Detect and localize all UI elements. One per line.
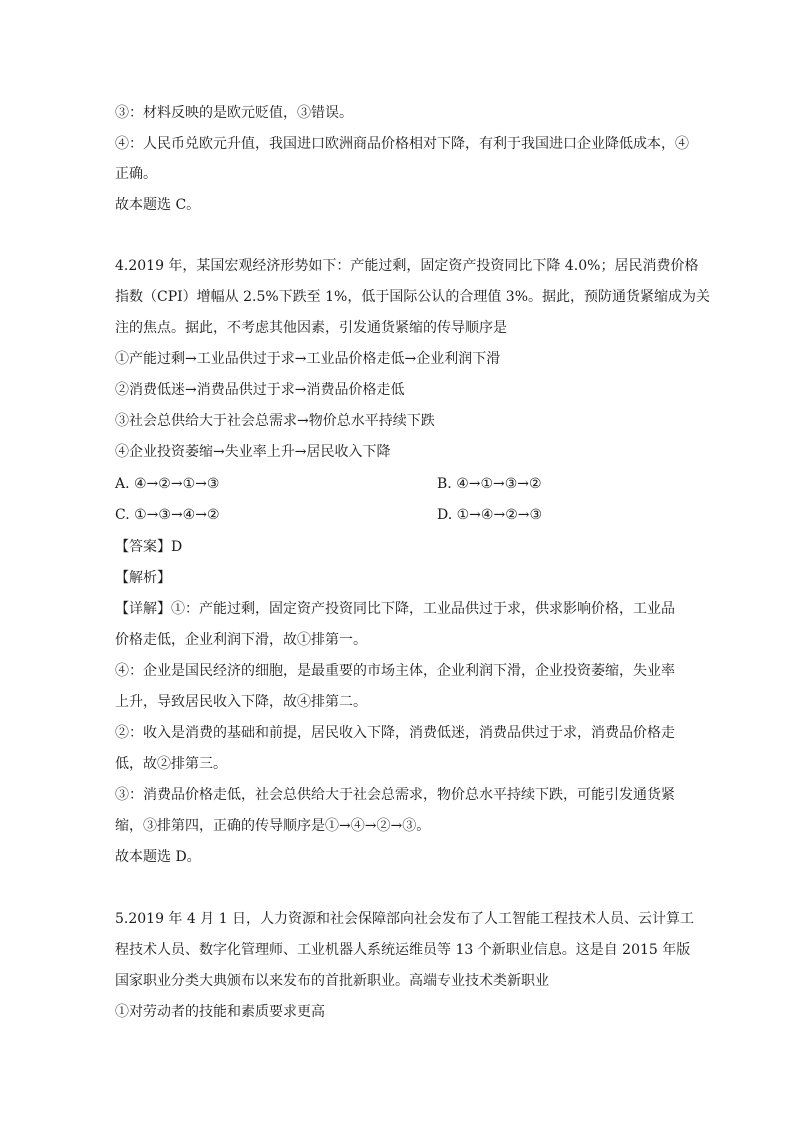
q5-stem-line-2: 程技术人员、数字化管理师、工业机器人系统运维员等 13 个新职业信息。这是自 2015 年版 [115,942,691,958]
q4-detail-1-line-2: 价格走低，企业利润下滑，故①排第一。 [115,632,367,648]
q4-analysis-heading: 【解析】 [115,570,171,586]
q4-detail-1-line-1: 【详解】①：产能过剩，固定资产投资同比下降，工业品供过于求，供求影响价格，工业品 [115,601,675,617]
q4-answer: 【答案】D [115,539,183,555]
q4-stem-line-3: 注的焦点。据此，不考虑其他因素，引发通货紧缩的传导顺序是 [115,320,507,336]
q5-statement-1: ①对劳动者的技能和素质要求更高 [115,1004,325,1020]
q4-conclusion: 故本题选 D。 [115,849,201,865]
q4-detail-3-line-1: ②：收入是消费的基础和前提，居民收入下降，消费低迷，消费品供过于求，消费品价格走 [115,725,675,741]
q4-option-b: B. ④→①→③→② [437,476,542,492]
q4-detail-2-line-2: 上升，导致居民收入下降，故④排第二。 [115,694,367,710]
prev-item-4-line-1: ④：人民币兑欧元升值，我国进口欧洲商品价格相对下降，有利于我国进口企业降低成本，④ [115,136,689,152]
q4-detail-4-line-1: ③：消费品价格走低，社会总供给大于社会总需求，物价总水平持续下跌，可能引发通货紧 [115,787,675,803]
q4-stem-line-2: 指数（CPI）增幅从 2.5%下跌至 1%，低于国际公认的合理值 3%。据此，预防通货紧缩成为关 [115,289,710,305]
prev-conclusion: 故本题选 C。 [115,197,201,213]
q5-stem-line-1: 5.2019 年 4 月 1 日，人力资源和社会保障部向社会发布了人工智能工程技术人员、云计算工 [115,911,695,927]
prev-item-3: ③：材料反映的是欧元贬值，③错误。 [115,105,353,121]
q4-option-a: A. ④→②→①→③ [115,476,220,492]
q4-statement-1: ①产能过剩→工业品供过于求→工业品价格走低→企业利润下滑 [115,351,501,367]
q4-detail-3-line-2: 低，故②排第三。 [115,756,227,772]
prev-item-4-line-2: 正确。 [115,166,157,182]
q4-statement-2: ②消费低迷→消费品供过于求→消费品价格走低 [115,382,405,398]
q4-option-d: D. ①→④→②→③ [437,507,543,523]
q4-option-c: C. ①→③→④→② [115,507,220,523]
q4-detail-4-line-2: 缩，③排第四，正确的传导顺序是①→④→②→③。 [115,818,431,834]
q5-stem-line-3: 国家职业分类大典颁布以来发布的首批新职业。高端专业技术类新职业 [115,973,549,989]
q4-stem-line-1: 4.2019 年，某国宏观经济形势如下：产能过剩，固定资产投资同比下降 4.0%；居民消费价格 [115,258,699,274]
q4-statement-4: ④企业投资萎缩→失业率上升→居民收入下降 [115,444,391,460]
q4-detail-2-line-1: ④：企业是国民经济的细胞，是最重要的市场主体，企业利润下滑，企业投资萎缩，失业率 [115,663,675,679]
q4-statement-3: ③社会总供给大于社会总需求→物价总水平持续下跌 [115,413,435,429]
